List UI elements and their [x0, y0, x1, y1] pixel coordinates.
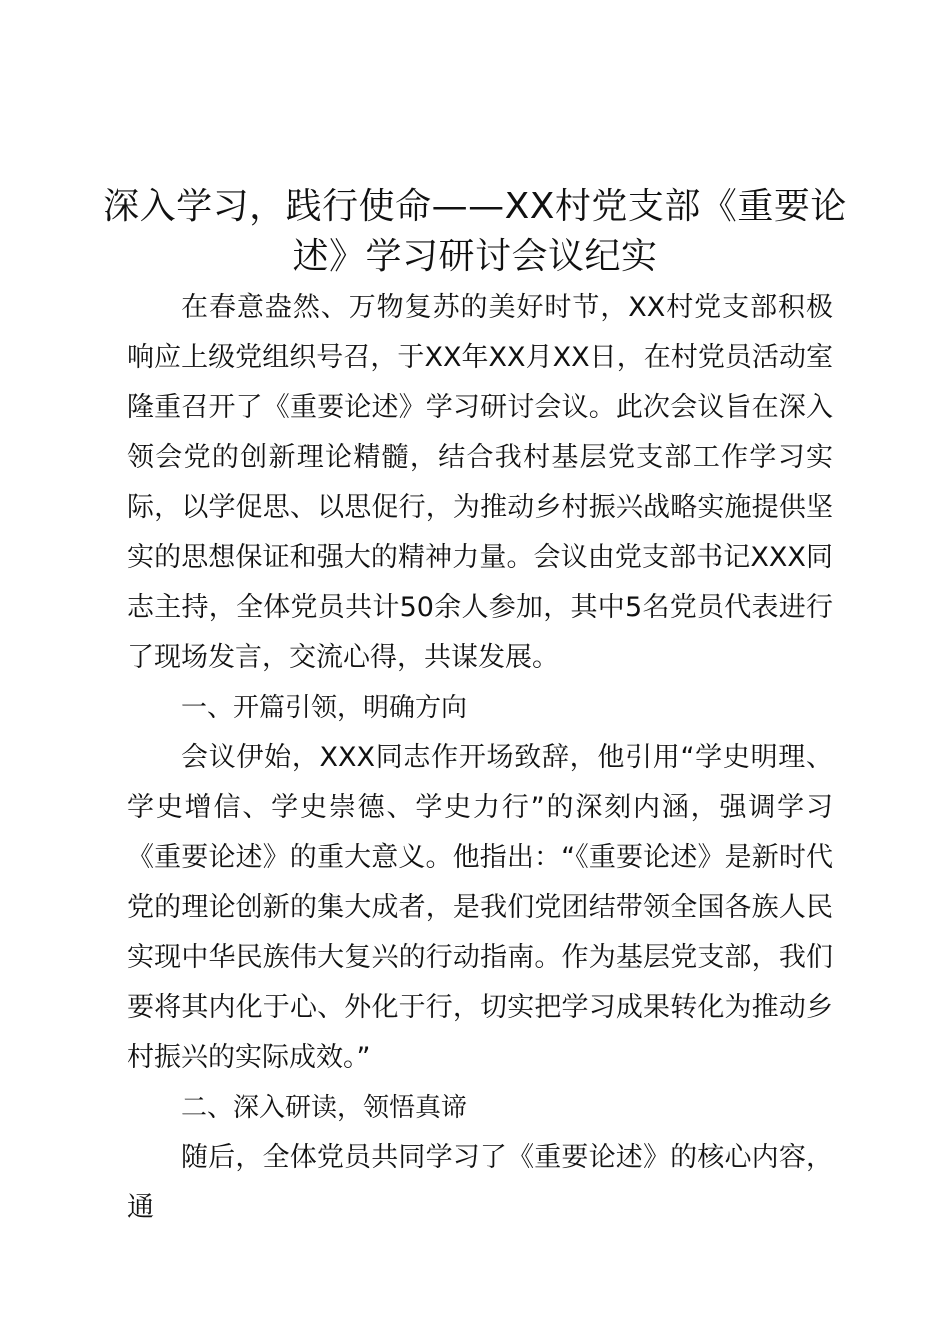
intro-paragraph: 在春意盎然、万物复苏的美好时节，XX村党支部积极响应上级党组织号召，于XX年XX月XX日，在村党员活动室隆重召开了《重要论述》学习研讨会议。此次会议旨在深入领会党的创新理论精髓，结合我村基层党支部工作学习实际，以学促思、以思促行，为推动乡村振兴战略实施提供坚实的思想保证和强大的精神力量。会议由党支部书记XXX同志主持，全体党员共计50余人参加，其中5名党员代表进行了现场发言，交流心得，共谋发展。: [127, 292, 833, 673]
document-body: [127, 283, 833, 1233]
document-title: 深入学习，践行使命——XX村党支部《重要论述》学习研讨会议纪实: [103, 186, 847, 277]
section-2-paragraph: 随后，全体党员共同学习了《重要论述》的核心内容，通: [127, 1142, 833, 1223]
section-heading-1: 一、开篇引领，明确方向: [181, 693, 468, 723]
section-heading-2: 二、深入研读，领悟真谛: [181, 1093, 468, 1123]
section-1-paragraph: 会议伊始，XXX同志作开场致辞，他引用“学史明理、学史增信、学史崇德、学史力行”的深刻内涵，强调学习《重要论述》的重大意义。他指出：“《重要论述》是新时代党的理论创新的集大成者，是我们党团结带领全国各族人民实现中华民族伟大复兴的行动指南。作为基层党支部，我们要将其内化于心、外化于行，切实把学习成果转化为推动乡村振兴的实际成效。”: [127, 742, 833, 1073]
